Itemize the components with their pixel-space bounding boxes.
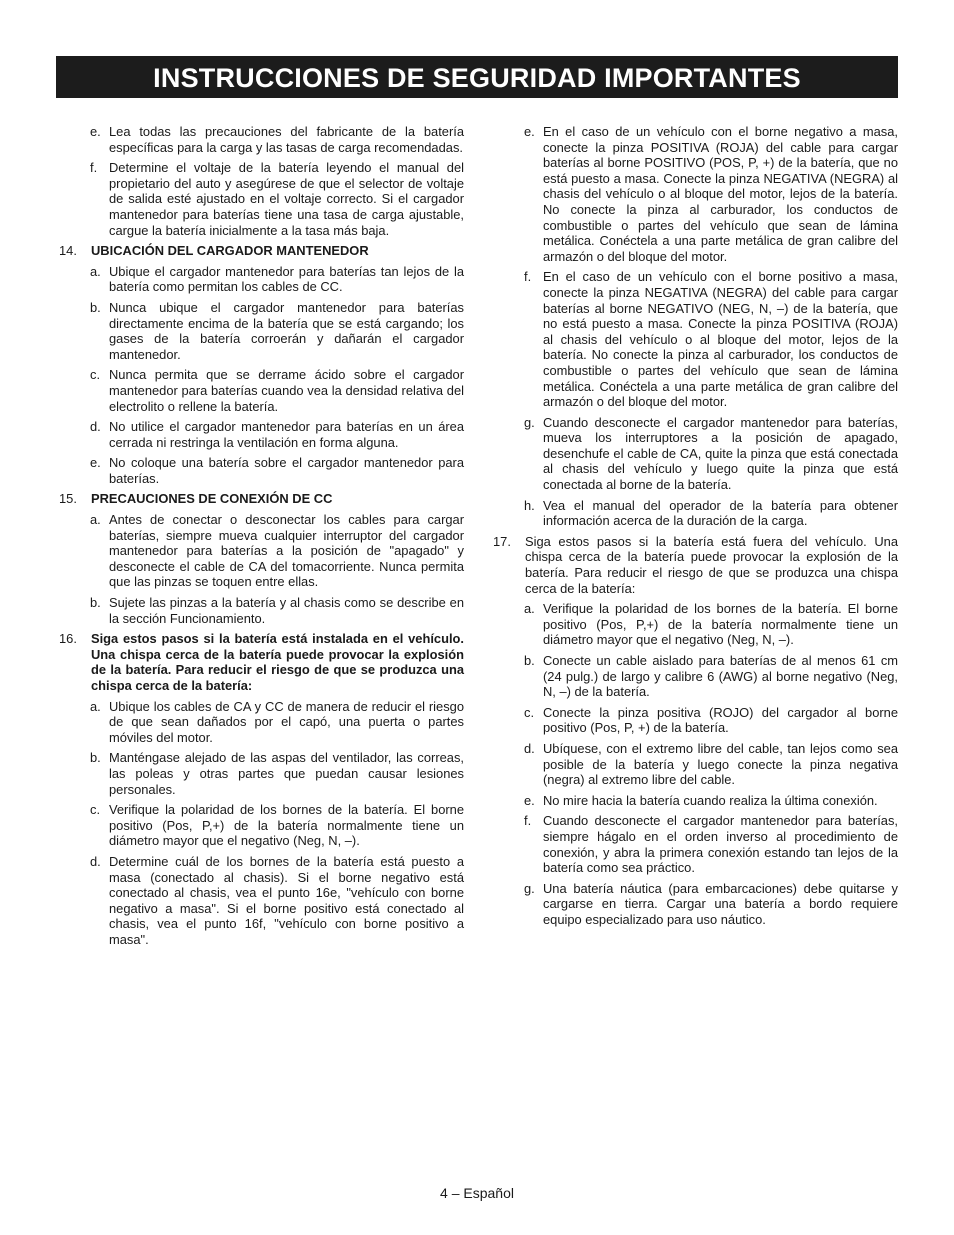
sub-item <box>490 741 898 788</box>
sub-item <box>56 595 464 626</box>
sub-item <box>56 854 464 948</box>
item-label: d. <box>90 419 101 435</box>
sub-item <box>56 300 464 362</box>
left-column <box>56 124 464 953</box>
sub-item <box>490 793 898 809</box>
item-label: f. <box>90 160 98 176</box>
item-text: Antes de conectar o desconectar los cables para cargar baterías, siempre mueva cualquier interruptor del cargador mantenedor para baterías a la posición de "apagado" y desconecte el cable de CA del tomacorriente. Nunca permita que las pinzas se toquen entre ellas. <box>109 512 464 590</box>
sub-item <box>56 802 464 849</box>
item-label: g. <box>524 880 535 896</box>
page-footer <box>0 1185 954 1201</box>
item-label: e. <box>524 124 535 139</box>
sub-item <box>490 601 898 648</box>
item-text: PRECAUCIONES DE CONEXIÓN DE CC <box>91 491 333 507</box>
numbered-item <box>56 491 464 507</box>
item-label: a. <box>90 512 101 528</box>
sub-item <box>56 750 464 797</box>
sub-item <box>56 512 464 590</box>
sub-item <box>56 264 464 295</box>
sub-item <box>56 419 464 450</box>
sub-item <box>490 705 898 736</box>
item-text: Verifique la polaridad de los bornes de la batería. El borne positivo (Pos, P,+) de la batería normalmente tiene un diámetro mayor que el negativo (Neg, N, –). <box>543 601 898 648</box>
item-label: c. <box>90 802 101 818</box>
item-label: e. <box>90 455 101 471</box>
item-label: 15. <box>59 491 77 507</box>
item-text: Siga estos pasos si la batería está instalada en el vehículo. Una chispa cerca de la batería puede provocar la explosión de la batería. Para reducir el riesgo de que se produzca una chispa cerca de la batería: <box>91 631 464 693</box>
item-label: e. <box>524 792 535 808</box>
item-text: Nunca ubique el cargador mantenedor para baterías directamente encima de la batería que se está cargando; los gases de la batería corroerán y dañarán el cargador mantenedor. <box>109 299 464 362</box>
title-banner <box>56 56 898 98</box>
item-text: Vea el manual del operador de la batería para obtener información acerca de la duración de la carga. <box>543 497 898 529</box>
right-column <box>490 124 898 933</box>
item-label: g. <box>524 414 535 430</box>
item-text: Manténgase alejado de las aspas del ventilador, las correas, las poleas y otras partes que puedan causar lesiones personales. <box>109 750 464 797</box>
item-text: Cuando desconecte el cargador mantenedor para baterías, mueva los interruptores a la posición de apagado, desenchufe el cable de CA, quite la pinza que está conectada al chasis del vehículo y luego quite la pinza que está conectada al borne de la batería. <box>543 414 898 493</box>
item-label: 17. <box>493 533 511 549</box>
numbered-item <box>490 534 898 596</box>
item-label: e. <box>90 124 101 139</box>
item-label: 14. <box>59 243 77 259</box>
item-label: a. <box>524 601 535 617</box>
item-text: No mire hacia la batería cuando realiza la última conexión. <box>543 792 878 808</box>
sub-item <box>490 498 898 529</box>
numbered-item <box>56 243 464 259</box>
sub-item <box>490 813 898 875</box>
item-label: a. <box>90 263 101 279</box>
item-text: Lea todas las precauciones del fabricante de la batería específicas para la carga y las tasas de carga recomendadas. <box>109 124 464 155</box>
sub-item <box>56 160 464 238</box>
item-text: En el caso de un vehículo con el borne positivo a masa, conecte la pinza NEGATIVA (NEGRA) del cable para cargar baterías al borne NEGATIVO (NEG, N, –) de la batería, que no está puesto a masa. Conecte la pinza POSITIVA (ROJA) al chasis del vehículo o al bloque del motor, lejos de la batería. No conecte la pinza al carburador, los conductos de combustible o partes del vehículo que sean de lámina metálica. Conéctela a una parte metálica de gran calibre del armazón o del bloque del motor. <box>543 269 898 410</box>
item-text: UBICACIÓN DEL CARGADOR MANTENEDOR <box>91 243 369 259</box>
item-text: Siga estos pasos si la batería está fuera del vehículo. Una chispa cerca de la batería puede provocar la explosión de la batería. Para reducir el riesgo de que se produzca una chispa cerca de la batería: <box>525 533 898 596</box>
item-text: Ubique los cables de CA y CC de manera de reducir el riesgo de que sean dañados por el capó, una puerta o partes móviles del motor. <box>109 698 464 745</box>
item-text: Ubique el cargador mantenedor para baterías tan lejos de la batería como permitan los cables de CC. <box>109 263 464 295</box>
sub-item <box>56 699 464 746</box>
item-text: Determine cuál de los bornes de la batería está puesto a masa (conectado al chasis). Si el borne negativo está conectado al chasis, vea el punto 16e, "vehículo con borne negativo a masa". Si el borne positivo está conectado al chasis, vea el punto 16f, "vehículo con borne positivo a masa". <box>109 853 464 947</box>
item-text: Conecte la pinza positiva (ROJO) del cargador al borne positivo (Pos, P, +) de la batería. <box>543 704 898 736</box>
item-text: Sujete las pinzas a la batería y al chasis como se describe en la sección Funcionamiento. <box>109 595 464 626</box>
item-text: Verifique la polaridad de los bornes de la batería. El borne positivo (Pos, P,+) de la batería normalmente tiene un diámetro mayor que el negativo (Neg, N, –). <box>109 802 464 849</box>
item-text: Nunca permita que se derrame ácido sobre el cargador mantenedor para baterías cuando vea la densidad relativa del electrolito o rellene la batería. <box>109 367 464 414</box>
item-label: d. <box>90 853 101 869</box>
item-label: h. <box>524 497 535 513</box>
sub-item <box>56 367 464 414</box>
sub-item <box>490 124 898 264</box>
item-label: b. <box>90 595 101 611</box>
item-text: Conecte un cable aislado para baterías de al menos 61 cm (24 pulg.) de largo y calibre 6 (AWG) al borne negativo (Neg, N, –) de la batería. <box>543 653 898 700</box>
item-text: No utilice el cargador mantenedor para baterías en un área cerrada ni restringa la ventilación en forma alguna. <box>109 419 464 450</box>
item-text: Ubíquese, con el extremo libre del cable, tan lejos como sea posible de la batería y luego conecte la pinza negativa (negra) al extremo libre del cable. <box>543 740 898 788</box>
item-text: En el caso de un vehículo con el borne negativo a masa, conecte la pinza POSITIVA (ROJA) del cable para cargar baterías al borne POSITIVO (POS, P, +) de la batería, que no está puesto a masa. Conecte la pinza NEGATIVA (NEGRA) al chasis del vehículo o al bloque del motor, lejos de la batería. No conecte la pinza al carburador, los conductos de combustible o partes del vehículo que sean de lámina metálica. Conéctela a una parte metálica de gran calibre del armazón o del bloque del motor. <box>543 124 898 264</box>
sub-item <box>56 124 464 155</box>
item-label: a. <box>90 698 101 714</box>
item-label: c. <box>90 367 101 383</box>
sub-item <box>490 881 898 928</box>
item-label: d. <box>524 740 535 756</box>
item-label: f. <box>524 813 532 829</box>
sub-item <box>490 415 898 493</box>
item-label: f. <box>524 269 532 285</box>
item-text: Cuando desconecte el cargador mantenedor para baterías, siempre hágalo en el orden inverso al procedimiento de conexión, y abra la primera conexión estando tan lejos de la batería como sea práctico. <box>543 813 898 876</box>
item-text: No coloque una batería sobre el cargador mantenedor para baterías. <box>109 455 464 486</box>
item-label: b. <box>524 653 535 668</box>
numbered-item <box>56 631 464 693</box>
sub-item <box>490 269 898 409</box>
page-title: INSTRUCCIONES DE SEGURIDAD IMPORTANTES <box>153 63 801 93</box>
item-label: b. <box>90 750 101 766</box>
page-number: 4 – Español <box>440 1185 514 1201</box>
item-text: Una batería náutica (para embarcaciones) debe quitarse y cargarse en tierra. Cargar una batería a bordo requiere equipo especializado para uso náutico. <box>543 880 898 927</box>
item-label: 16. <box>59 631 77 647</box>
item-label: c. <box>524 704 535 720</box>
sub-item <box>490 653 898 700</box>
item-text: Determine el voltaje de la batería leyendo el manual del propietario del auto y asegúrese de que el selector de voltaje de salida esté ajustado en el voltaje correcto. Si el cargador mantenedor para baterías tiene una tasa de carga ajustable, cargue la batería inicialmente a la tasa más baja. <box>109 160 464 238</box>
item-label: b. <box>90 299 101 315</box>
sub-item <box>56 455 464 486</box>
